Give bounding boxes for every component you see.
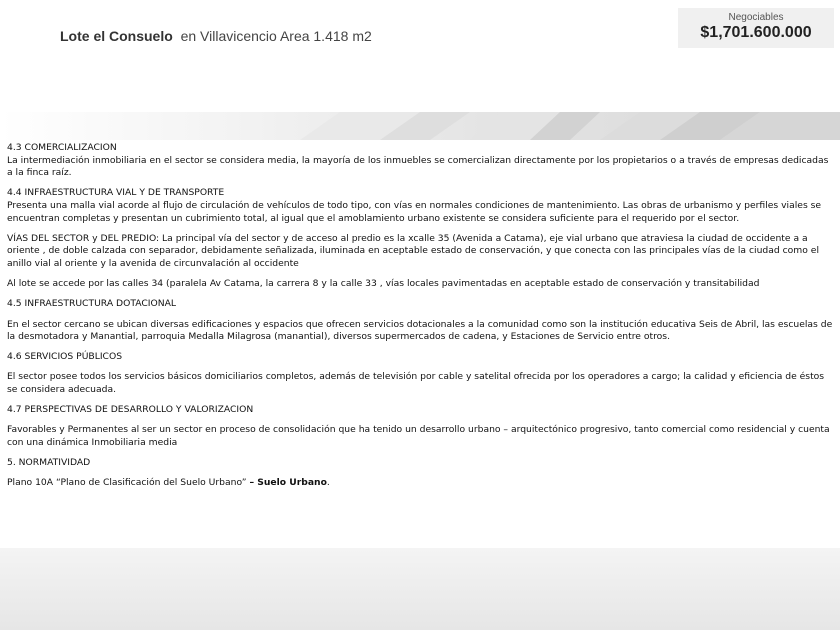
price-value: $1,701.600.000: [700, 24, 812, 41]
section-5-body-end: .: [326, 477, 330, 489]
document-text: [7, 142, 833, 498]
acceso-paragraph: Al lote se accede por las calles 34 (paralela Av Catama, la carrera 8 y la calle 33 , vías locales pavimentadas en aceptable estado de conservación y transitabilidad: [7, 278, 760, 290]
section-4-5-title: 4.5 INFRAESTRUCTURA DOTACIONAL: [7, 298, 176, 310]
price-box: [678, 8, 834, 48]
section-5-body-plain: Plano 10A “Plano de Clasificación del Suelo Urbano”: [7, 477, 250, 489]
lot-detail: en Villavicencio Area 1.418 m2: [180, 28, 372, 44]
section-5-title: 5. NORMATIVIDAD: [7, 457, 91, 469]
decorative-band: [0, 112, 840, 140]
vias-paragraph: VÍAS DEL SECTOR y DEL PREDIO: La principal vía del sector y de acceso al predio es la xcalle 35 (Avenida a Catama), eje vial urbano que atraviesa la ciudad de occidente a a oriente , de doble calzada con separador, debidamente señalizada, iluminada en aceptable estado de conservación, y que conecta con las principales vías de la ciudad como el anillo vial al oriente y la avenida de circunvalación al occidente: [7, 232, 819, 269]
lot-name: Lote el Consuelo: [60, 28, 173, 44]
section-5-body: [7, 477, 833, 490]
document-body: [0, 140, 840, 550]
section-4-7-body: Favorables y Permanentes al ser un sector en proceso de consolidación que ha tenido un desarrollo urbano – arquitectónico progresivo, tanto comercial como residencial y cuenta con una dinámica Inmobiliaria media: [7, 424, 830, 449]
section-4-4-title: 4.4 INFRAESTRUCTURA VIAL Y DE TRANSPORTE: [7, 187, 225, 199]
section-4-3-body: La intermediación inmobiliaria en el sector se considera media, la mayoría de los inmuebles se comercializan directamente por los propietarios o a través de empresas dedicadas a la finca raíz.: [7, 154, 829, 179]
decorative-shapes: [0, 112, 840, 140]
section-5-body-bold: – Suelo Urbano: [249, 477, 327, 489]
listing-header: [0, 0, 840, 112]
section-4-4-body: Presenta una malla vial acorde al flujo de circulación de vehículos de todo tipo, con vías en normales condiciones de mantenimiento. Las obras de urbanismo y perfiles viales se encuentran completas y presentan un cubrimiento total, al igual que el amoblamiento urbano existente se considera suficiente para el requerido por el sector.: [7, 199, 822, 224]
decorative-footer: [0, 548, 840, 630]
section-4-5-body: En el sector cercano se ubican diversas edificaciones y espacios que ofrecen servicios dotacionales a la comunidad como son la institución educativa Seis de Abril, las escuelas de la desmotadora y Manantial, parroquia Medalla Milagrosa (manantial), diversos supermercados de cadena, y Estaciones de Servicio entre otros.: [7, 318, 833, 343]
section-4-6-body: El sector posee todos los servicios básicos domiciliarios completos, además de televisión por cable y satelital ofrecida por los operadores a cargo; la calidad y eficiencia de éstos se considera adecuada.: [7, 371, 825, 396]
section-4-6-title: 4.6 SERVICIOS PÚBLICOS: [7, 351, 123, 363]
listing-title: [60, 28, 372, 44]
section-4-7-title: 4.7 PERSPECTIVAS DE DESARROLLO Y VALORIZACION: [7, 404, 254, 416]
price-label: Negociables: [728, 12, 784, 23]
section-4-3-title: 4.3 COMERCIALIZACION: [7, 142, 117, 153]
